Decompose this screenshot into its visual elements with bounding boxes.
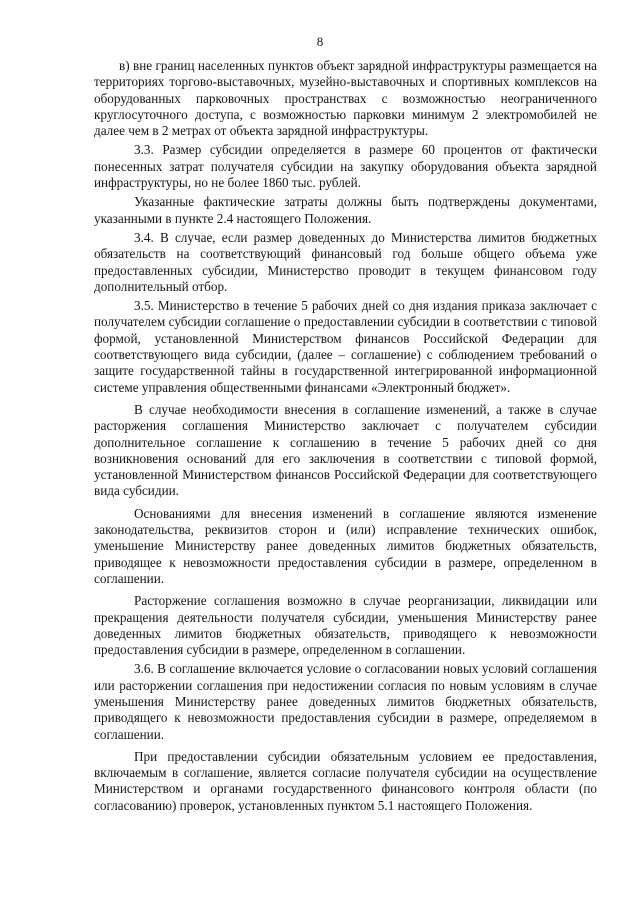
document-body	[94, 58, 597, 814]
paragraph-item-v: в) вне границ населенных пунктов объект зарядной инфраструктуры размещается на территориях торгово-выставочных, музейно-выставочных и спортивных комплексов на оборудованных парковочных пространствах с возможностью неограниченного круглосуточного доступа, с возможностью парковки минимум 2 электромобилей не далее чем в 2 метрах от объекта зарядной инфраструктуры.	[94, 58, 597, 139]
paragraph-3-6-consent: При предоставлении субсидии обязательным условием ее предоставления, включаемым в соглашение, является согласие получателя субсидии на осуществление Министерством и органами государственного финансового контроля области (по согласованию) проверок, установленных пунктом 5.1 настоящего Положения.	[94, 748, 597, 813]
page-number: 8	[316, 34, 324, 49]
paragraph-3-5: 3.5. Министерство в течение 5 рабочих дней со дня издания приказа заключает с получателем субсидии соглашение о предоставлении субсидии в соответствии с типовой формой, установленной Министерством финансов Российской Федерации для соответствующего вида субсидии, (далее – соглашение) с соблюдением требований о защите государственной тайны в государственной интегрированной информационной системе управления общественными финансами «Электронный бюджет».	[94, 298, 597, 395]
paragraph-3-5-amendments: В случае необходимости внесения в соглашение изменений, а также в случае расторжения соглашения Министерство заключает с получателем субсидии дополнительное соглашение к соглашению в течение 5 рабочих дней со дня возникновения оснований для его заключения в соответствии с типовой формой, установленной Министерством финансов Российской Федерации для соответствующего вида субсидии.	[94, 401, 597, 499]
paragraph-3-5-termination: Расторжение соглашения возможно в случае реорганизации, ликвидации или прекращения деятельности получателя субсидии, уменьшения Министерству ранее доведенных лимитов бюджетных обязательств, приводящего к невозможности предоставления субсидии в размере, определенном в соглашении.	[94, 593, 597, 658]
paragraph-3-6: 3.6. В соглашение включается условие о согласовании новых условий соглашения или расторжении соглашения при недостижении согласия по новым условиям в случае уменьшения Министерству ранее доведенных лимитов бюджетных обязательств, приводящего к невозможности предоставления субсидии в размере, определяемом в соглашении.	[94, 661, 597, 742]
paragraph-3-3: 3.3. Размер субсидии определяется в размере 60 процентов от фактически понесенных затрат получателя субсидии на закупку оборудования объекта зарядной инфраструктуры, но не более 1860 тыс. рублей.	[94, 142, 597, 191]
paragraph-3-4: 3.4. В случае, если размер доведенных до Министерства лимитов бюджетных обязательств на соответствующий финансовый год больше общего объема уже предоставленных субсидии, Министерство проводит в текущем финансовом году дополнительный отбор.	[94, 229, 597, 294]
paragraph-3-5-grounds: Основаниями для внесения изменений в соглашение являются изменение законодательства, реквизитов сторон и (или) исправление технических ошибок, уменьшение Министерству ранее доведенных лимитов бюджетных обязательств, приводящее к невозможности предоставления субсидии в размере, определенном в соглашении.	[94, 505, 597, 586]
paragraph-3-3-costs: Указанные фактические затраты должны быть подтверждены документами, указанными в пункте 2.4 настоящего Положения.	[94, 194, 597, 226]
